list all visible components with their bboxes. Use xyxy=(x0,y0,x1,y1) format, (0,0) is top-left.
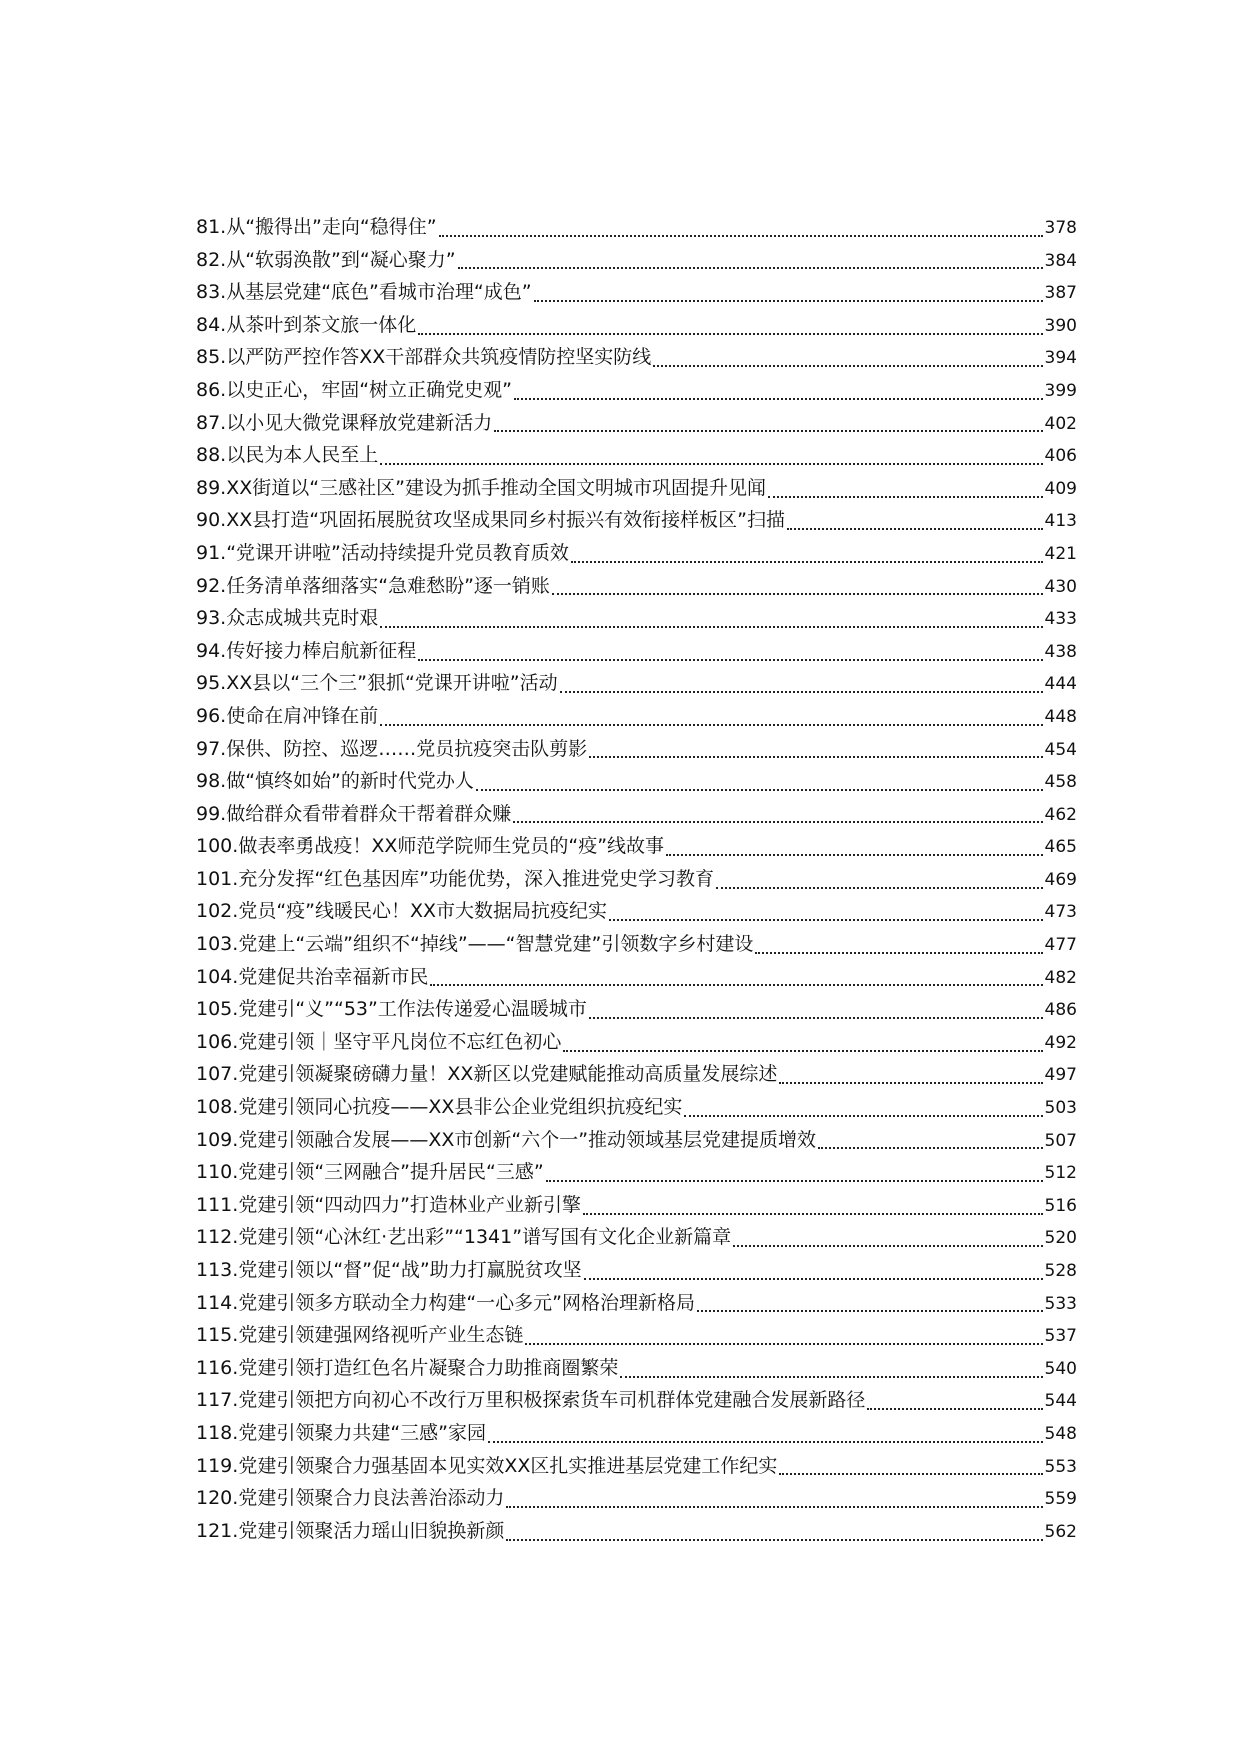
toc-entry-page-number: 507 xyxy=(1044,1130,1077,1151)
toc-entry[interactable] xyxy=(196,1515,1077,1548)
toc-entry-page-number: 537 xyxy=(1044,1326,1077,1347)
toc-entry-title: 党建引领多方联动全力构建“一心多元”网格治理新格局 xyxy=(238,1291,696,1314)
toc-entry-number: 111. xyxy=(196,1193,239,1216)
toc-entry-title: 党员“疫”线暖民心！XX市大数据局抗疫纪实 xyxy=(238,900,608,923)
toc-entry-page-number: 486 xyxy=(1044,1000,1077,1021)
dot-leader xyxy=(430,983,1042,986)
toc-entry[interactable] xyxy=(196,635,1077,668)
dot-leader xyxy=(653,364,1042,367)
toc-entry-number: 87. xyxy=(196,411,227,434)
toc-entry-page-number: 516 xyxy=(1044,1195,1077,1216)
toc-entry[interactable] xyxy=(196,667,1077,700)
dot-leader xyxy=(697,1309,1043,1312)
toc-entry-page-number: 438 xyxy=(1044,641,1077,662)
toc-entry[interactable] xyxy=(196,276,1077,309)
toc-entry-title: XX县打造“巩固拓展脱贫攻坚成果同乡村振兴有效衔接样板区”扫描 xyxy=(226,509,785,532)
toc-entry[interactable] xyxy=(196,1189,1077,1222)
toc-entry[interactable] xyxy=(196,1384,1077,1417)
dot-leader xyxy=(666,853,1043,856)
toc-entry-title: 党建引领｜坚守平凡岗位不忘红色初心 xyxy=(238,1030,562,1053)
toc-entry[interactable] xyxy=(196,928,1077,961)
toc-entry-page-number: 458 xyxy=(1044,772,1077,793)
toc-entry[interactable] xyxy=(196,1124,1077,1157)
dot-leader xyxy=(380,462,1042,465)
toc-entry[interactable] xyxy=(196,374,1077,407)
toc-entry-title: 党建上“云端”组织不“掉线”——“智慧党建”引领数字乡村建设 xyxy=(238,933,754,956)
dot-leader xyxy=(867,1407,1042,1410)
toc-entry-title: 党建引领聚合力良法善治添动力 xyxy=(238,1487,505,1510)
dot-leader xyxy=(620,1375,1042,1378)
toc-entry-number: 103. xyxy=(196,933,239,956)
toc-entry-page-number: 497 xyxy=(1044,1065,1077,1086)
dot-leader xyxy=(418,658,1042,661)
toc-entry[interactable] xyxy=(196,830,1077,863)
toc-entry-number: 108. xyxy=(196,1096,239,1119)
toc-entry[interactable] xyxy=(196,1482,1077,1515)
toc-entry-number: 94. xyxy=(196,639,227,662)
toc-entry-title: 以小见大微党课释放党建新活力 xyxy=(226,411,493,434)
toc-entry-title: 做“慎终如始”的新时代党办人 xyxy=(226,770,474,793)
toc-entry-page-number: 448 xyxy=(1044,706,1077,727)
toc-entry-number: 88. xyxy=(196,444,227,467)
toc-entry-title: 任务清单落细落实“急难愁盼”逐一销账 xyxy=(226,574,550,597)
table-of-contents xyxy=(196,211,1077,1547)
dot-leader xyxy=(525,1342,1042,1345)
toc-entry-page-number: 562 xyxy=(1044,1521,1077,1542)
toc-entry-number: 92. xyxy=(196,574,227,597)
toc-entry-number: 113. xyxy=(196,1259,239,1281)
toc-entry-title: 党建引领建强网络视听产业生态链 xyxy=(238,1324,524,1347)
toc-entry[interactable] xyxy=(196,1417,1077,1450)
toc-entry[interactable] xyxy=(196,1026,1077,1059)
toc-entry-page-number: 533 xyxy=(1044,1293,1077,1314)
dot-leader xyxy=(514,397,1043,400)
toc-entry-page-number: 553 xyxy=(1044,1456,1077,1477)
toc-entry-number: 109. xyxy=(196,1128,239,1151)
toc-entry-title: 从“搬得出”走向“稳得住” xyxy=(226,216,437,238)
toc-entry-number: 101. xyxy=(196,867,239,890)
dot-leader xyxy=(439,234,1043,237)
toc-entry-number: 118. xyxy=(196,1421,239,1444)
toc-entry-title: 党建引领“心沐红·艺出彩”“1341”谱写国有文化企业新篇章 xyxy=(238,1226,732,1249)
toc-entry-title: 党建引领以“督”促“战”助力打赢脱贫攻坚 xyxy=(238,1259,582,1281)
toc-entry-title: 从“软弱涣散”到“凝心聚力” xyxy=(226,248,456,271)
dot-leader xyxy=(476,788,1043,791)
toc-entry[interactable] xyxy=(196,1450,1077,1483)
toc-entry-page-number: 399 xyxy=(1044,380,1077,401)
toc-entry-page-number: 512 xyxy=(1044,1163,1077,1184)
dot-leader xyxy=(684,1114,1042,1117)
toc-entry-number: 83. xyxy=(196,281,227,304)
toc-entry-page-number: 387 xyxy=(1044,283,1077,304)
dot-leader xyxy=(552,592,1043,595)
toc-entry[interactable] xyxy=(196,1352,1077,1385)
toc-entry[interactable] xyxy=(196,961,1077,994)
toc-entry-title: 党建引领“四动四力”打造林业产业新引擎 xyxy=(238,1193,582,1216)
dot-leader xyxy=(380,723,1042,726)
toc-entry[interactable] xyxy=(196,733,1077,766)
toc-entry-title: 做给群众看带着群众干帮着群众赚 xyxy=(226,802,512,825)
toc-entry-number: 96. xyxy=(196,704,227,727)
toc-entry-number: 81. xyxy=(196,216,227,238)
toc-entry[interactable] xyxy=(196,1254,1077,1287)
dot-leader xyxy=(755,951,1042,954)
toc-entry-title: 党建引领聚力共建“三感”家园 xyxy=(238,1421,486,1444)
toc-entry-title: 从基层党建“底色”看城市治理“成色” xyxy=(226,281,532,304)
toc-entry-title: 党建引领“三网融合”提升居民“三感” xyxy=(238,1161,544,1184)
dot-leader xyxy=(418,332,1042,335)
toc-entry-number: 85. xyxy=(196,346,227,369)
toc-entry-page-number: 465 xyxy=(1044,837,1077,858)
toc-entry-number: 95. xyxy=(196,672,227,695)
toc-entry-page-number: 402 xyxy=(1044,413,1077,434)
toc-entry-number: 82. xyxy=(196,248,227,271)
dot-leader xyxy=(563,1049,1042,1052)
toc-entry[interactable] xyxy=(196,1319,1077,1352)
toc-entry-number: 110. xyxy=(196,1161,239,1184)
toc-entry[interactable] xyxy=(196,700,1077,733)
toc-entry-number: 91. xyxy=(196,541,227,564)
toc-entry-number: 84. xyxy=(196,313,227,336)
dot-leader xyxy=(534,299,1043,302)
toc-entry-page-number: 421 xyxy=(1044,543,1077,564)
toc-entry-number: 116. xyxy=(196,1356,239,1379)
toc-entry-number: 121. xyxy=(196,1519,239,1542)
toc-entry[interactable] xyxy=(196,798,1077,831)
toc-entry-title: 以史正心，牢固“树立正确党史观” xyxy=(226,378,512,401)
toc-entry[interactable] xyxy=(196,1058,1077,1091)
toc-entry[interactable] xyxy=(196,341,1077,374)
toc-entry-title: 传好接力棒启航新征程 xyxy=(226,639,417,662)
toc-entry[interactable] xyxy=(196,504,1077,537)
toc-entry[interactable] xyxy=(196,765,1077,798)
dot-leader xyxy=(768,495,1043,498)
dot-leader xyxy=(560,690,1043,693)
toc-entry[interactable] xyxy=(196,602,1077,635)
toc-entry-title: 以严防严控作答XX干部群众共筑疫情防控坚实防线 xyxy=(226,346,652,369)
toc-entry-number: 98. xyxy=(196,770,227,793)
toc-entry-page-number: 384 xyxy=(1044,250,1077,271)
toc-entry-page-number: 540 xyxy=(1044,1358,1077,1379)
toc-entry-number: 86. xyxy=(196,378,227,401)
toc-entry-page-number: 390 xyxy=(1044,315,1077,336)
toc-entry-title: 党建引领聚活力瑶山旧貌换新颜 xyxy=(238,1519,505,1542)
toc-entry[interactable] xyxy=(196,570,1077,603)
toc-entry-title: 党建引“义”“53”工作法传递爱心温暖城市 xyxy=(238,998,587,1021)
toc-entry-page-number: 413 xyxy=(1044,511,1077,532)
dot-leader xyxy=(589,755,1042,758)
dot-leader xyxy=(779,1472,1042,1475)
toc-entry-number: 93. xyxy=(196,607,227,630)
toc-entry-page-number: 469 xyxy=(1044,869,1077,890)
dot-leader xyxy=(458,266,1043,269)
toc-entry[interactable] xyxy=(196,244,1077,277)
dot-leader xyxy=(779,1081,1042,1084)
toc-entry-title: 党建引领凝聚磅礴力量！XX新区以党建赋能推动高质量发展综述 xyxy=(238,1063,778,1086)
toc-entry-page-number: 430 xyxy=(1044,576,1077,597)
toc-entry[interactable] xyxy=(196,993,1077,1026)
toc-entry-number: 90. xyxy=(196,509,227,532)
toc-entry-page-number: 544 xyxy=(1044,1391,1077,1412)
toc-entry-number: 97. xyxy=(196,737,227,760)
toc-entry-page-number: 482 xyxy=(1044,967,1077,988)
dot-leader xyxy=(513,820,1042,823)
toc-entry[interactable] xyxy=(196,211,1077,244)
toc-entry-page-number: 444 xyxy=(1044,674,1077,695)
dot-leader xyxy=(488,1440,1043,1443)
toc-entry-number: 120. xyxy=(196,1487,239,1510)
toc-entry-page-number: 548 xyxy=(1044,1423,1077,1444)
toc-entry-page-number: 394 xyxy=(1044,348,1077,369)
dot-leader xyxy=(494,429,1042,432)
toc-entry[interactable] xyxy=(196,1156,1077,1189)
dot-leader xyxy=(506,1538,1042,1541)
toc-entry-page-number: 559 xyxy=(1044,1489,1077,1510)
toc-entry[interactable] xyxy=(196,895,1077,928)
toc-entry-title: 做表率勇战疫！XX师范学院师生党员的“疫”线故事 xyxy=(238,835,665,858)
toc-entry-number: 89. xyxy=(196,476,227,499)
toc-entry[interactable] xyxy=(196,537,1077,570)
toc-entry-number: 106. xyxy=(196,1030,239,1053)
toc-entry-number: 107. xyxy=(196,1063,239,1086)
toc-entry-page-number: 520 xyxy=(1044,1228,1077,1249)
toc-entry-title: 众志成城共克时艰 xyxy=(226,607,379,630)
toc-entry-title: “党课开讲啦”活动持续提升党员教育质效 xyxy=(226,541,569,564)
dot-leader xyxy=(584,1277,1043,1280)
toc-entry-page-number: 473 xyxy=(1044,902,1077,923)
toc-entry-page-number: 433 xyxy=(1044,609,1077,630)
toc-entry-number: 105. xyxy=(196,998,239,1021)
dot-leader xyxy=(571,560,1043,563)
toc-entry-title: 党建引领打造红色名片凝聚合力助推商圈繁荣 xyxy=(238,1356,619,1379)
toc-entry-title: XX县以“三个三”狠抓“党课开讲啦”活动 xyxy=(226,672,558,695)
toc-entry-title: 党建促共治幸福新市民 xyxy=(238,965,429,988)
toc-entry[interactable] xyxy=(196,1221,1077,1254)
toc-entry-number: 117. xyxy=(196,1389,239,1412)
toc-entry-title: XX街道以“三感社区”建设为抓手推动全国文明城市巩固提升见闻 xyxy=(226,476,766,499)
toc-entry-title: 党建引领聚合力强基固本见实效XX区扎实推进基层党建工作纪实 xyxy=(238,1454,778,1477)
toc-entry-title: 党建引领把方向初心不改行万里积极探索货车司机群体党建融合发展新路径 xyxy=(238,1389,866,1412)
dot-leader xyxy=(733,1244,1042,1247)
toc-entry-page-number: 528 xyxy=(1044,1261,1077,1281)
toc-entry-number: 115. xyxy=(196,1324,239,1347)
toc-entry-title: 以民为本人民至上 xyxy=(226,444,379,467)
toc-entry-title: 使命在肩冲锋在前 xyxy=(226,704,379,727)
toc-entry-title: 党建引领融合发展——XX市创新“六个一”推动领域基层党建提质增效 xyxy=(238,1128,817,1151)
toc-entry[interactable] xyxy=(196,407,1077,440)
dot-leader xyxy=(609,918,1043,921)
toc-entry-number: 112. xyxy=(196,1226,239,1249)
toc-entry-page-number: 409 xyxy=(1044,478,1077,499)
toc-entry[interactable] xyxy=(196,309,1077,342)
toc-entry-page-number: 378 xyxy=(1044,218,1077,238)
dot-leader xyxy=(787,527,1043,530)
dot-leader xyxy=(716,886,1043,889)
dot-leader xyxy=(506,1505,1042,1508)
toc-entry[interactable] xyxy=(196,1091,1077,1124)
toc-entry-number: 102. xyxy=(196,900,239,923)
toc-entry-title: 党建引领同心抗疫——XX县非公企业党组织抗疫纪实 xyxy=(238,1096,683,1119)
toc-entry-page-number: 492 xyxy=(1044,1032,1077,1053)
toc-entry-number: 99. xyxy=(196,802,227,825)
toc-entry-number: 119. xyxy=(196,1454,239,1477)
toc-entry-number: 100. xyxy=(196,835,239,858)
dot-leader xyxy=(589,1016,1043,1019)
toc-entry-title: 从茶叶到茶文旅一体化 xyxy=(226,313,417,336)
dot-leader xyxy=(380,625,1042,628)
toc-entry-title: 充分发挥“红色基因库”功能优势，深入推进党史学习教育 xyxy=(238,867,715,890)
dot-leader xyxy=(583,1212,1043,1215)
toc-entry-number: 104. xyxy=(196,965,239,988)
toc-entry-page-number: 406 xyxy=(1044,446,1077,467)
toc-entry[interactable] xyxy=(196,863,1077,896)
toc-entry-page-number: 477 xyxy=(1044,935,1077,956)
toc-entry-page-number: 454 xyxy=(1044,739,1077,760)
toc-entry-page-number: 503 xyxy=(1044,1098,1077,1119)
toc-entry-title: 保供、防控、巡逻……党员抗疫突击队剪影 xyxy=(226,737,588,760)
toc-entry[interactable] xyxy=(196,439,1077,472)
dot-leader xyxy=(546,1179,1043,1182)
dot-leader xyxy=(818,1146,1043,1149)
toc-entry-page-number: 462 xyxy=(1044,804,1077,825)
toc-entry-number: 114. xyxy=(196,1291,239,1314)
toc-entry[interactable] xyxy=(196,1287,1077,1320)
toc-entry[interactable] xyxy=(196,472,1077,505)
